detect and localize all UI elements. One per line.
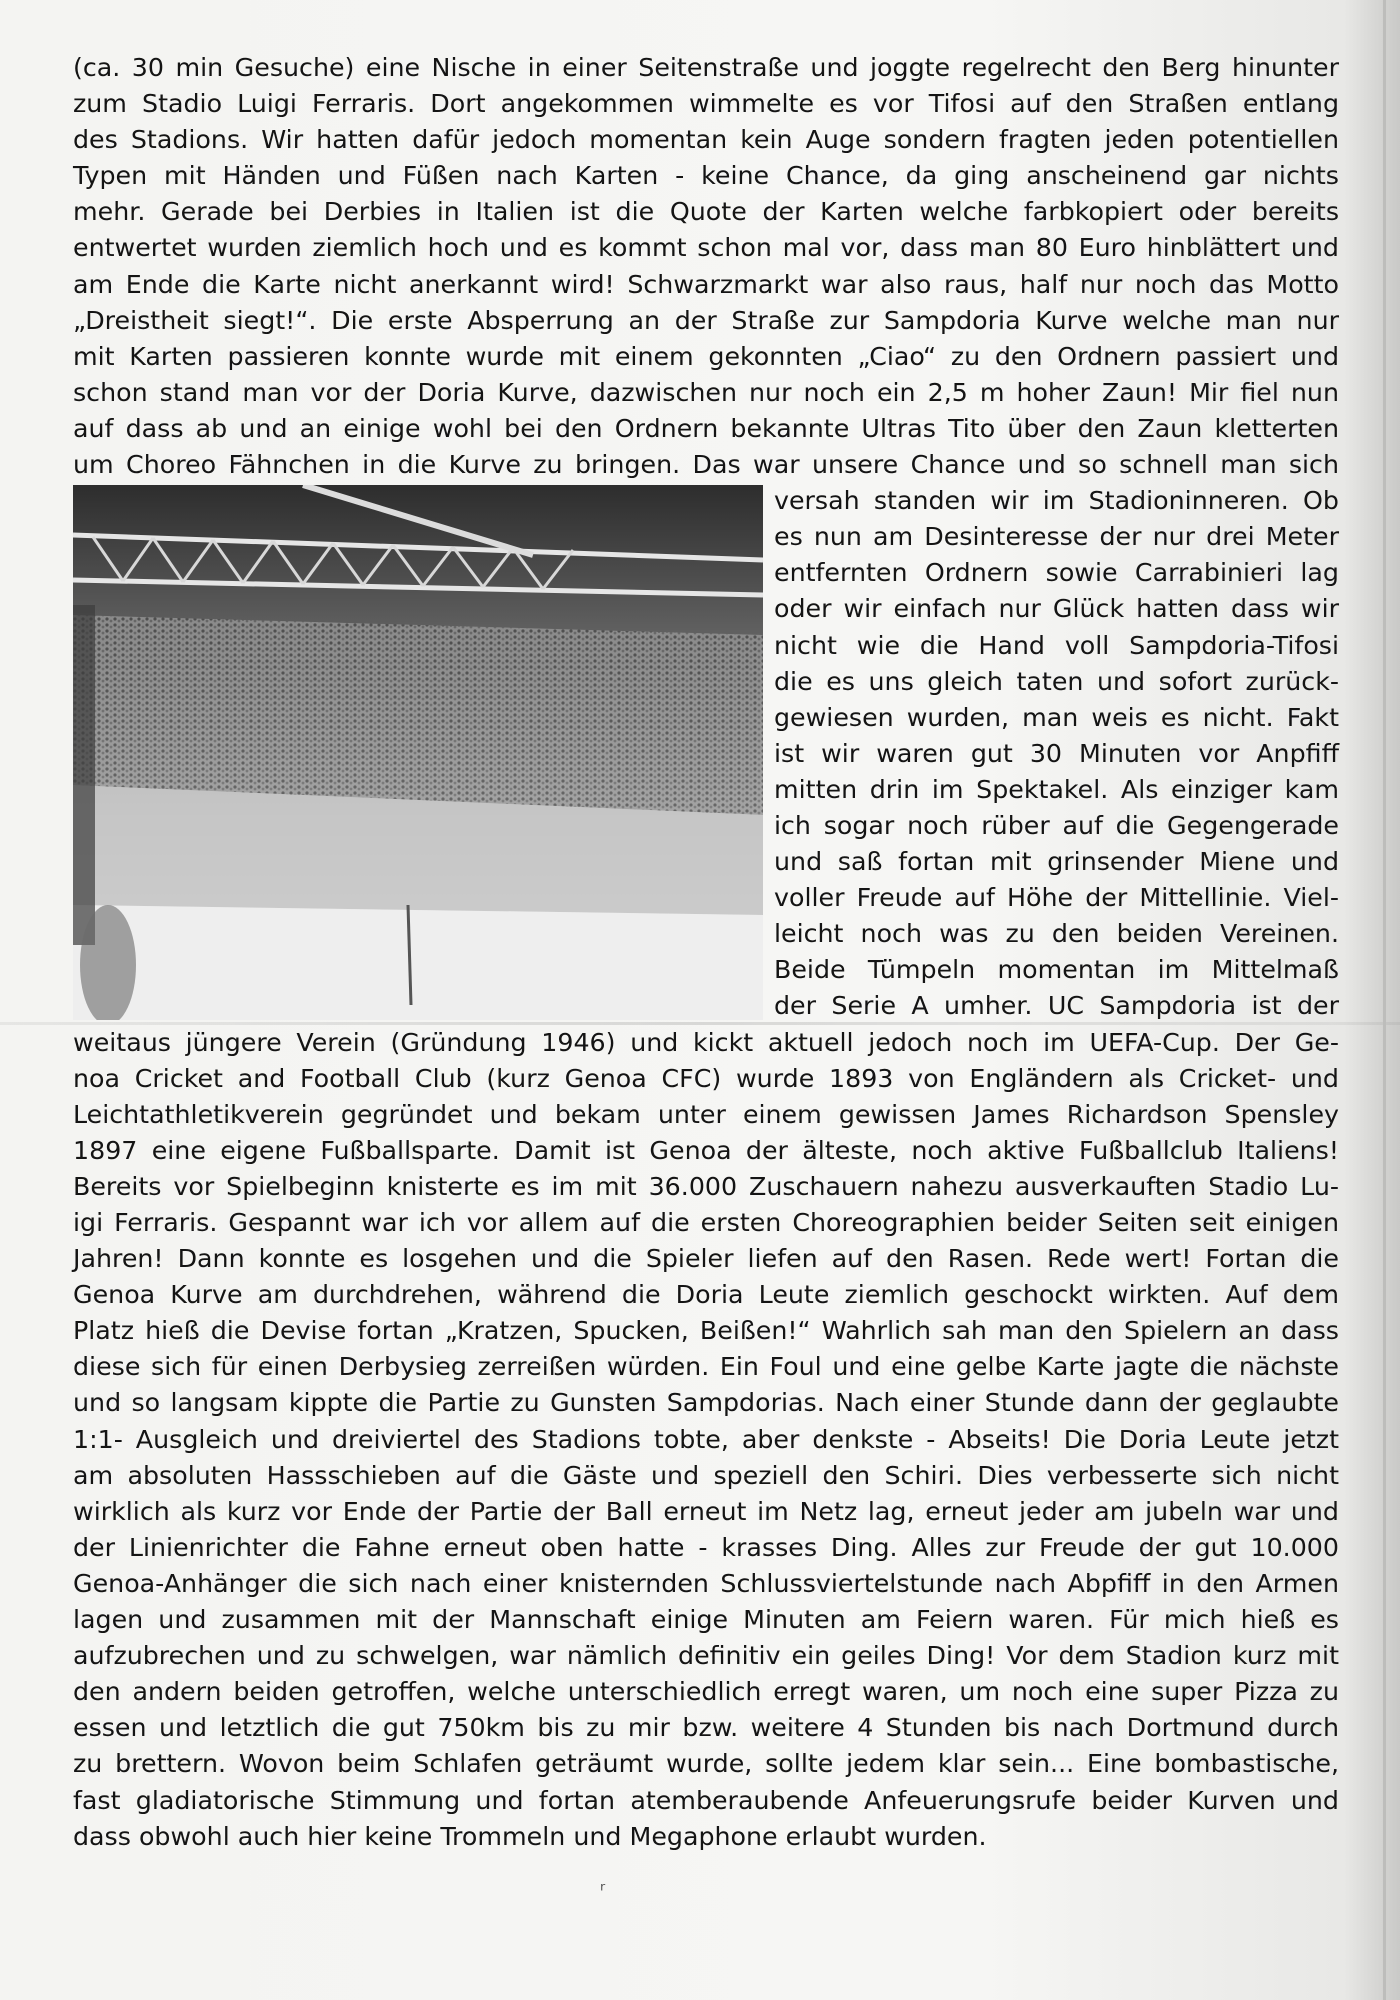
text-line: entfernten Ordnern sowie Carrabinieri lag bbox=[774, 558, 1339, 588]
text-line: Genoa-Anhänger die sich nach einer knisternden Schlussviertelstunde nach Abpfiff in den Armen bbox=[73, 1568, 1339, 1598]
text-line: Beide Tümpeln momentan im Mittelmaß bbox=[774, 955, 1339, 985]
text-line: am absoluten Hassschieben auf die Gäste und speziell den Schiri. Dies verbesserte sich nicht bbox=[73, 1460, 1339, 1490]
text-line: Bereits vor Spielbeginn knisterte es im mit 36.000 Zuschauern nahezu ausverkauften Stadio Lu- bbox=[73, 1171, 1339, 1201]
text-line: fast gladiatorische Stimmung und fortan atemberaubende Anfeuerungsrufe beider Kurven und bbox=[73, 1785, 1339, 1815]
text-line: 1:1- Ausgleich und dreiviertel des Stadions tobte, aber denkste - Abseits! Die Doria Leute jetzt bbox=[73, 1424, 1339, 1454]
text-line: „Dreistheit siegt!“. Die erste Absperrung an der Straße zur Sampdoria Kurve welche man nur bbox=[73, 305, 1339, 335]
text-line: versah standen wir im Stadioninneren. Ob bbox=[774, 486, 1339, 516]
text-line: dass obwohl auch hier keine Trommeln und Megaphone erlaubt wurden. bbox=[73, 1821, 987, 1851]
text-line: weitaus jüngere Verein (Gründung 1946) und kickt aktuell jedoch noch im UEFA-Cup. Der Ge- bbox=[73, 1027, 1339, 1057]
text-line: schon stand man vor der Doria Kurve, dazwischen nur noch ein 2,5 m hoher Zaun! Mir fiel nun bbox=[73, 377, 1339, 407]
text-line: des Stadions. Wir hatten dafür jedoch momentan kein Auge sondern fragten jeden potentiellen bbox=[73, 125, 1339, 155]
text-line: mit Karten passieren konnte wurde mit einem gekonnten „Ciao“ zu den Ordnern passiert und bbox=[73, 341, 1339, 371]
text-line: (ca. 30 min Gesuche) eine Nische in einer Seitenstraße und joggte regelrecht den Berg hinunter bbox=[73, 53, 1339, 82]
article-top-block bbox=[73, 50, 1339, 483]
text-line: ich sogar noch rüber auf die Gegengerade bbox=[774, 810, 1339, 840]
text-line: um Choreo Fähnchen in die Kurve zu bringen. Das war unsere Chance und so schnell man sich bbox=[73, 450, 1339, 480]
text-line: ist wir waren gut 30 Minuten vor Anpfiff bbox=[774, 738, 1339, 768]
stadium-crowd-photo bbox=[73, 485, 763, 1020]
article-bottom-block bbox=[73, 1025, 1339, 1855]
text-line: aufzubrechen und zu schwelgen, war nämlich definitiv ein geiles Ding! Vor dem Stadion kurz mit bbox=[73, 1641, 1339, 1671]
text-line: voller Freude auf Höhe der Mittellinie. Viel- bbox=[774, 883, 1339, 913]
text-line: es nun am Desinteresse der nur drei Meter bbox=[774, 522, 1339, 552]
text-line: igi Ferraris. Gespannt war ich vor allem auf die ersten Choreographien beider Seiten seit einigen bbox=[73, 1208, 1339, 1237]
text-line: entwertet wurden ziemlich hoch und es kommt schon mal vor, dass man 80 Euro hinblättert und bbox=[73, 233, 1339, 263]
photo-wrap-block bbox=[73, 483, 1339, 1024]
article-text bbox=[73, 50, 1339, 1855]
text-line: noa Cricket and Football Club (kurz Genoa CFC) wurde 1893 von Engländern als Cricket- und bbox=[73, 1063, 1339, 1093]
text-line: zum Stadio Luigi Ferraris. Dort angekommen wimmelte es vor Tifosi auf den Straßen entlang bbox=[73, 89, 1339, 119]
text-line: leicht noch was zu den beiden Vereinen. bbox=[774, 919, 1339, 949]
text-line: den andern beiden getroffen, welche unterschiedlich erregt waren, um noch eine super Pizza zu bbox=[73, 1677, 1339, 1707]
text-line: essen und letztlich die gut 750km bis zu mir bzw. weitere 4 Stunden bis nach Dortmund durch bbox=[73, 1713, 1339, 1743]
text-line: Leichtathletikverein gegründet und bekam unter einem gewissen James Richardson Spensley bbox=[73, 1099, 1339, 1129]
text-line: Typen mit Händen und Füßen nach Karten - keine Chance, da ging anscheinend gar nichts bbox=[73, 161, 1339, 191]
text-line: Jahren! Dann konnte es losgehen und die Spieler liefen auf den Rasen. Rede wert! Fortan die bbox=[73, 1244, 1339, 1274]
page-edge bbox=[1383, 0, 1386, 2000]
text-line: diese sich für einen Derbysieg zerreißen würden. Ein Foul und eine gelbe Karte jagte die nächste bbox=[73, 1352, 1339, 1382]
text-line: lagen und zusammen mit der Mannschaft einige Minuten am Feiern waren. Für mich hieß es bbox=[73, 1605, 1339, 1635]
text-line: Genoa Kurve am durchdrehen, während die Doria Leute ziemlich geschockt wirkten. Auf dem bbox=[73, 1280, 1339, 1310]
text-line: die es uns gleich taten und sofort zurück- bbox=[774, 666, 1339, 696]
text-line: wirklich als kurz vor Ende der Partie der Ball erneut im Netz lag, erneut jeder am jubeln war und bbox=[73, 1496, 1339, 1526]
text-line: mehr. Gerade bei Derbies in Italien ist die Quote der Karten welche farbkopiert oder bereits bbox=[73, 197, 1339, 227]
text-line: und saß fortan mit grinsender Miene und bbox=[774, 847, 1339, 877]
text-line: gewiesen wurden, man weis es nicht. Fakt bbox=[774, 702, 1339, 732]
text-line: nicht wie die Hand voll Sampdoria-Tifosi bbox=[774, 630, 1339, 660]
text-line: mitten drin im Spektakel. Als einziger kam bbox=[774, 774, 1339, 804]
text-line: und so langsam kippte die Partie zu Gunsten Sampdorias. Nach einer Stunde dann der geglaubte bbox=[73, 1388, 1339, 1418]
text-line: 1897 eine eigene Fußballsparte. Damit ist Genoa der älteste, noch aktive Fußballclub Italiens! bbox=[73, 1135, 1339, 1165]
text-line: der Linienrichter die Fahne erneut oben hatte - krasses Ding. Alles zur Freude der gut 10.000 bbox=[73, 1532, 1339, 1562]
text-line: oder wir einfach nur Glück hatten dass wir bbox=[774, 594, 1339, 624]
scan-speck: ʳ bbox=[600, 1878, 606, 1902]
article-side-block bbox=[774, 483, 1339, 1024]
text-line: auf dass ab und an einige wohl bei den Ordnern bekannte Ultras Tito über den Zaun kletterten bbox=[73, 413, 1339, 443]
text-line: am Ende die Karte nicht anerkannt wird! Schwarzmarkt war also raus, half nur noch das Motto bbox=[73, 269, 1339, 299]
text-line: zu brettern. Wovon beim Schlafen geträumt wurde, sollte jedem klar sein... Eine bombastische, bbox=[73, 1749, 1339, 1779]
text-line: der Serie A umher. UC Sampdoria ist der bbox=[774, 991, 1339, 1021]
text-line: Platz hieß die Devise fortan „Kratzen, Spucken, Beißen!“ Wahrlich sah man den Spielern an dass bbox=[73, 1316, 1339, 1346]
